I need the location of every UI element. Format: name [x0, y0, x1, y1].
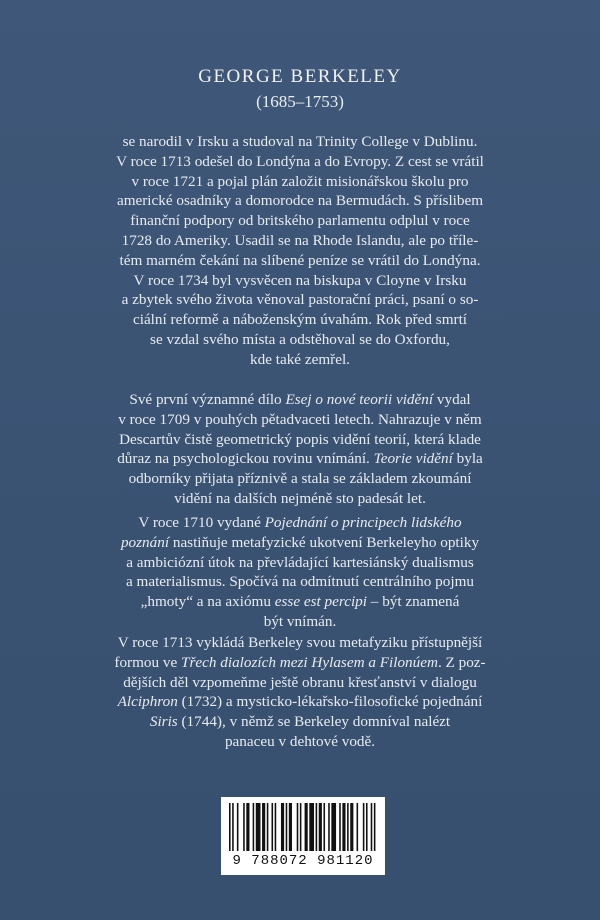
barcode-bars — [229, 803, 377, 851]
book-title-italic: Alciphron — [117, 693, 178, 711]
text-run: vydal — [433, 391, 471, 408]
book-title-italic: Pojednání o principech lidského — [264, 514, 462, 531]
text-line: vidění na dalších nejméně sto padesát let. — [174, 489, 426, 507]
text-run: (1744), v němž se Berkeley domníval nalézt — [177, 713, 451, 731]
text-line: se vzdal svého místa a odstěhoval se do Oxfordu, — [150, 330, 450, 348]
book-title-italic: poznání — [120, 533, 170, 551]
biography-paragraph — [72, 132, 528, 370]
book-title-italic: Esej o nové teorii vidění — [285, 391, 434, 408]
book-title-italic: Siris — [149, 713, 178, 731]
text-line: panaceu v dehtové vodě. — [224, 732, 376, 750]
text-run: (1732) a mysticko-lékařsko-filosofické pojednání — [177, 693, 483, 711]
text-line — [72, 653, 528, 673]
works-paragraph-optics — [72, 390, 528, 509]
text-run: . Z poz- — [437, 653, 486, 671]
text-run: V roce 1710 vydané — [138, 514, 265, 531]
text-line: dějších děl vzpomeňme ještě obranu křesťanství v dialogu — [123, 673, 477, 691]
text-line: a zbytek svého života věnoval pastorační práci, psaní o so- — [121, 291, 479, 309]
text-run: „hmoty“ a na axiómu — [140, 593, 275, 611]
text-line — [72, 692, 528, 712]
text-line: Descartův čistě geometrický popis vidění teorií, která klade — [119, 430, 481, 448]
text-line — [72, 513, 528, 533]
text-line: americké osadníky a domorodce na Bermudách. S příslibem — [116, 192, 484, 210]
book-title-italic: Třech dialozích mezi Hylasem a Filonúem — [181, 653, 438, 671]
isbn-barcode — [221, 797, 385, 875]
text-line: odborníky přijata příznivě a stala se základem zkoumání — [128, 470, 472, 488]
text-run: – být znamená — [367, 593, 460, 611]
text-run: byla — [452, 450, 483, 468]
text-line — [72, 449, 528, 469]
text-run: Své první významné dílo — [129, 391, 286, 408]
isbn-number: 9 788072 981120 — [232, 853, 374, 869]
text-line: v roce 1721 a pojal plán založit misionářskou školu pro — [131, 172, 469, 190]
text-line — [72, 712, 528, 732]
text-run: nastiňuje metafyzické ukotvení Berkeleyho optiky — [169, 533, 480, 551]
text-line: ciální reformě a náboženským úvahám. Rok před smrtí — [132, 311, 468, 329]
text-line: se narodil v Irsku a studoval na Trinity College v Dublinu. — [122, 133, 478, 150]
works-paragraph-dialogues — [72, 633, 528, 752]
text-line: být vnímán. — [263, 612, 337, 630]
book-title-italic: Teorie vidění — [373, 450, 453, 468]
text-line: a materialismus. Spočívá na odmítnutí centrálního pojmu — [126, 573, 474, 591]
text-line: tém marném čekání na slíbené peníze se vrátil do Londýna. — [119, 251, 481, 269]
text-line — [72, 390, 528, 410]
author-life-dates: (1685–1753) — [256, 92, 344, 111]
text-line: finanční podpory od britského parlamentu odplul v roce — [130, 212, 470, 230]
text-run: formou ve — [114, 653, 182, 671]
text-line: kde také zemřel. — [250, 350, 350, 368]
text-line: V roce 1713 vykládá Berkeley svou metafyziku přístupnější — [117, 634, 483, 651]
text-line: v roce 1709 v pouhých pětadvaceti letech. Nahrazuje v něm — [118, 410, 482, 428]
text-run: důraz na psychologickou rovinu vnímání. — [117, 450, 374, 468]
text-line — [72, 592, 528, 612]
text-line: V roce 1734 byl vysvěcen na biskupa v Cloyne v Irsku — [133, 271, 467, 289]
text-line: V roce 1713 odešel do Londýna a do Evropy. Z cest se vrátil — [116, 152, 484, 170]
text-line: a ambiciózní útok na převládající kartesiánský dualismus — [126, 553, 474, 571]
works-paragraph-principles — [72, 513, 528, 632]
author-name: GEORGE BERKELEY — [198, 66, 402, 87]
text-line: 1728 do Ameriky. Usadil se na Rhode Islandu, ale po tříle- — [121, 231, 479, 249]
text-line — [72, 533, 528, 553]
latin-phrase-italic: esse est percipi — [274, 593, 367, 611]
